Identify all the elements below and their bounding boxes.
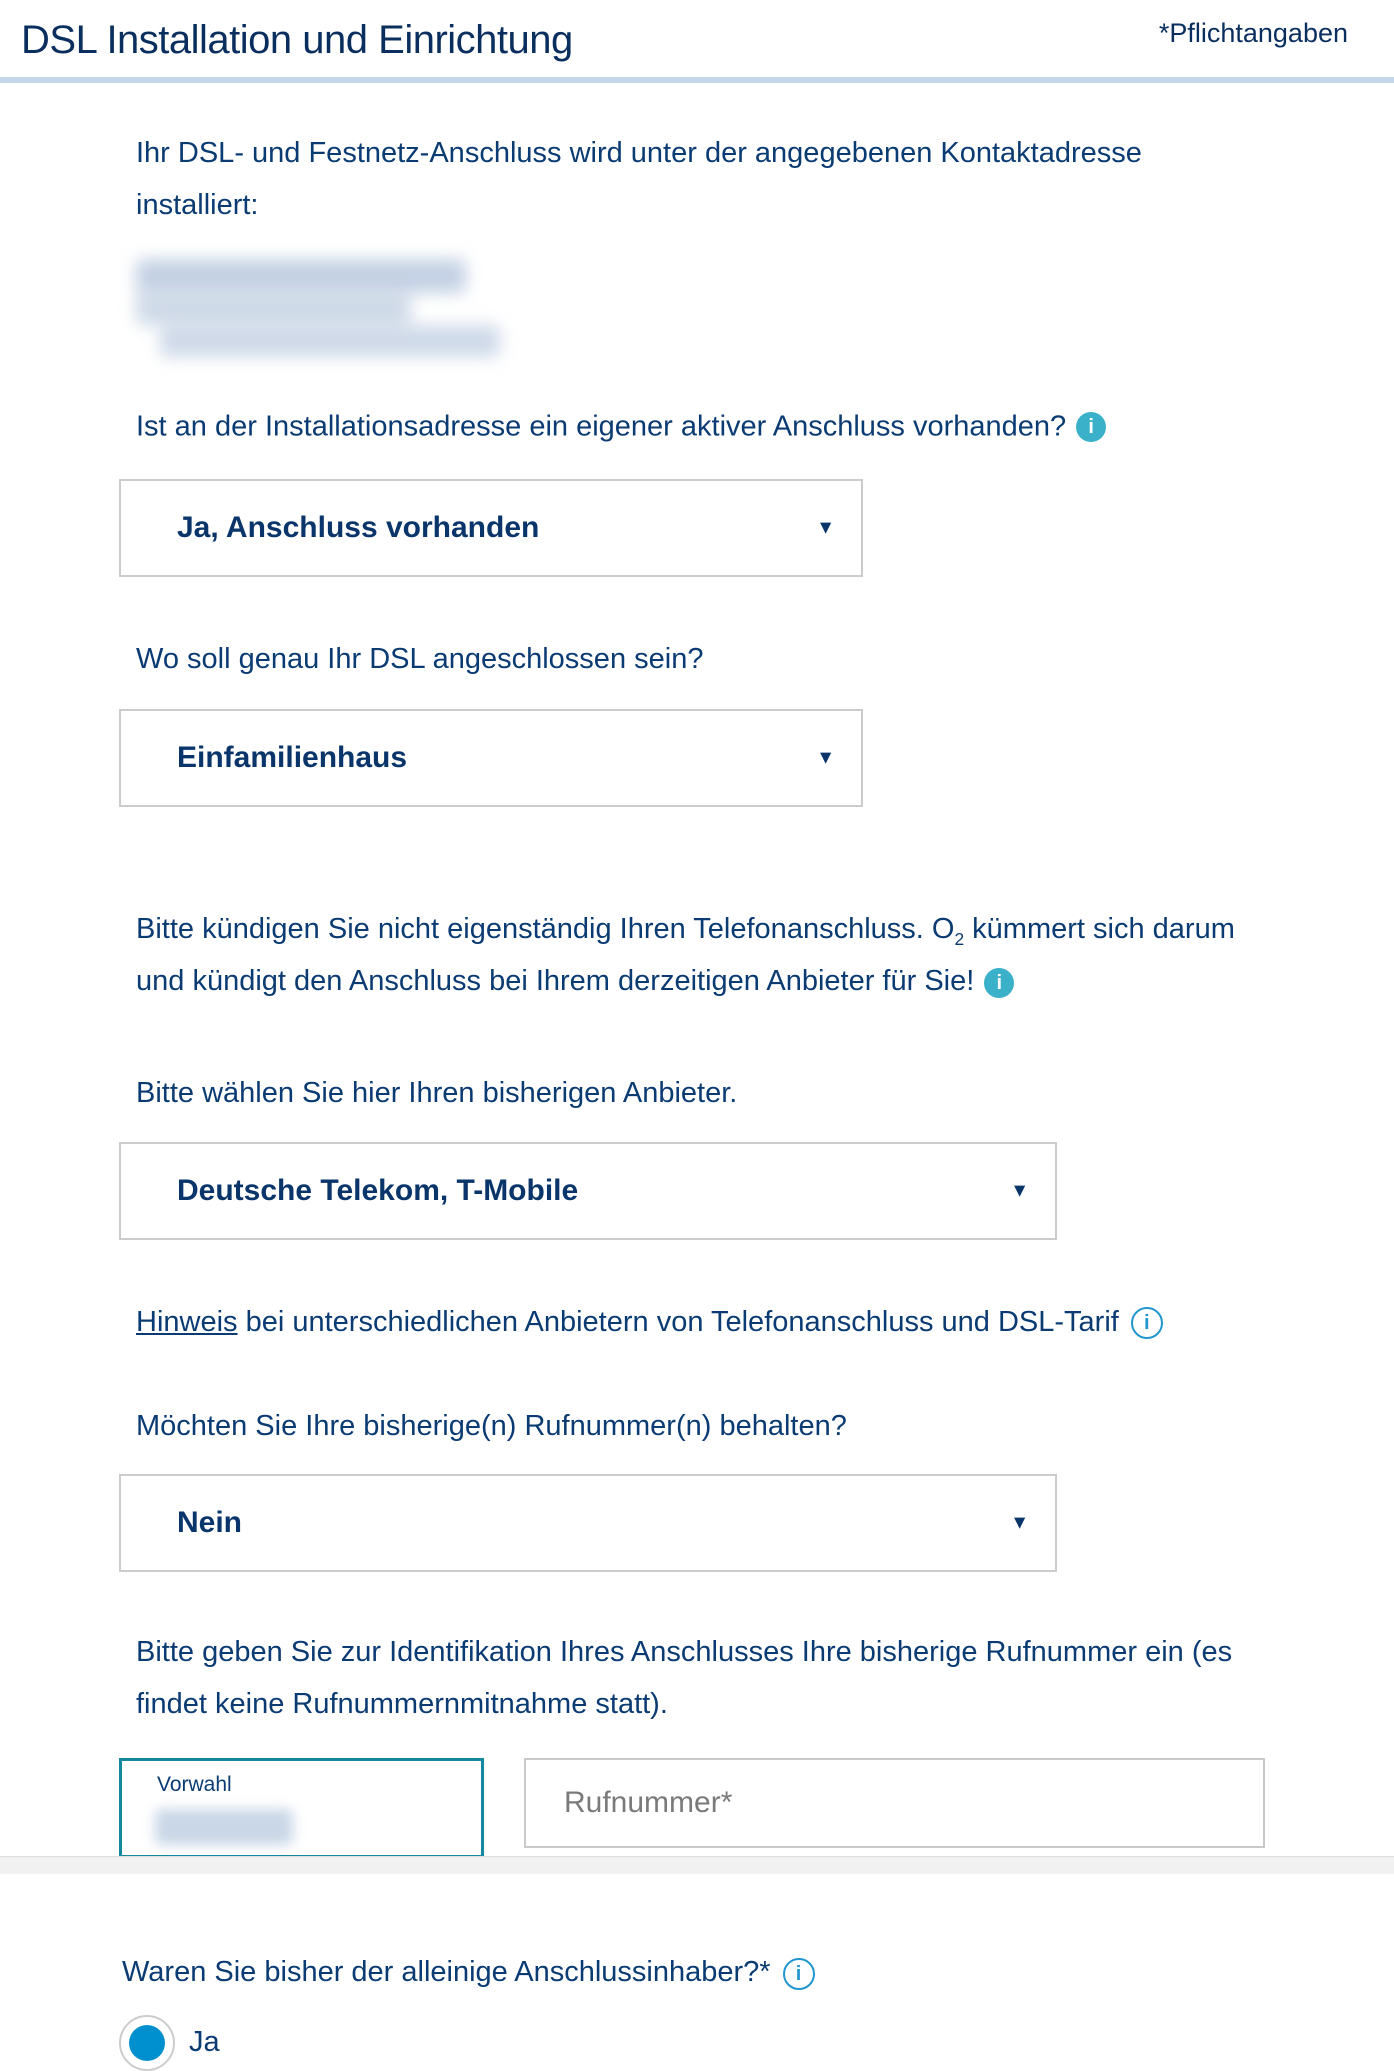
radio-selected-dot — [129, 2025, 165, 2061]
question-existing-connection — [136, 399, 1316, 452]
info-icon[interactable]: i — [1131, 1307, 1163, 1339]
sole-owner-option-yes — [119, 2015, 1348, 2071]
redacted-area-code-value — [155, 1809, 293, 1845]
question-sole-owner-label: Waren Sie bisher der alleinige Anschlussinhaber?* — [122, 1956, 771, 1989]
radio-button-yes[interactable] — [119, 2015, 175, 2071]
select-keep-number[interactable] — [119, 1474, 1057, 1572]
hint-link[interactable]: Hinweis — [136, 1305, 238, 1338]
question-previous-provider: Bitte wählen Sie hier Ihren bisherigen Anbieter. — [136, 1077, 738, 1110]
redacted-address-line — [160, 325, 500, 357]
intro-text: Ihr DSL- und Festnetz-Anschluss wird unter der angegebenen Kontaktadresse installiert: — [136, 137, 1142, 222]
select-existing-connection[interactable] — [119, 479, 863, 577]
area-code-label: Vorwahl — [157, 1773, 232, 1797]
select-existing-connection-value: Ja, Anschluss vorhanden — [177, 510, 540, 544]
redacted-address-line — [136, 259, 466, 293]
phone-number-fields — [119, 1758, 1348, 1858]
info-icon[interactable]: i — [1076, 412, 1106, 442]
cancellation-note-text: Bitte kündigen Sie nicht eigenständig Ihren Telefonanschluss. O — [136, 913, 955, 945]
chevron-down-icon: ▼ — [1010, 1180, 1029, 1202]
select-previous-provider[interactable] — [119, 1142, 1057, 1240]
chevron-down-icon: ▼ — [1010, 1512, 1029, 1534]
o2-subscript: 2 — [954, 928, 965, 949]
page-title: DSL Installation und Einrichtung — [21, 18, 573, 62]
required-fields-note: *Pflichtangaben — [1158, 18, 1348, 48]
form-content — [0, 127, 1394, 2071]
chevron-down-icon: ▼ — [816, 517, 835, 539]
cancellation-note-text: kümmert sich darum und kündigt den Anschluss bei Ihrem derzeitigen Anbieter für Sie! — [136, 913, 1235, 998]
select-dsl-location[interactable] — [119, 709, 863, 807]
hint-text: bei unterschiedlichen Anbietern von Telefonanschluss und DSL-Tarif — [237, 1305, 1119, 1338]
select-previous-provider-value: Deutsche Telekom, T-Mobile — [177, 1173, 579, 1207]
phone-number-input[interactable] — [524, 1758, 1265, 1848]
select-dsl-location-value: Einfamilienhaus — [177, 741, 408, 774]
question-existing-connection-label: Ist an der Installationsadresse ein eigener aktiver Anschluss vorhanden? — [136, 410, 1067, 443]
provider-hint — [136, 1296, 1348, 1348]
chevron-down-icon: ▼ — [816, 747, 835, 769]
radio-label-yes[interactable]: Ja — [189, 2026, 220, 2058]
redacted-address-line — [136, 293, 411, 325]
question-sole-owner — [122, 1946, 1348, 1998]
cancellation-note — [136, 903, 1236, 1007]
question-dsl-location: Wo soll genau Ihr DSL angeschlossen sein? — [136, 642, 704, 675]
info-icon[interactable]: i — [783, 1958, 815, 1990]
page-header — [0, 0, 1394, 83]
question-keep-number: Möchten Sie Ihre bisherige(n) Rufnummer(n) behalten? — [136, 1409, 847, 1442]
identification-text: Bitte geben Sie zur Identifikation Ihres Anschlusses Ihre bisherige Rufnummer ein (es findet keine Rufnummernmitnahme statt). — [136, 1635, 1233, 1721]
redacted-contact-address — [136, 257, 1348, 361]
bottom-scroll-bar — [0, 1856, 1394, 1874]
select-keep-number-value: Nein — [177, 1505, 243, 1539]
area-code-field[interactable] — [119, 1758, 484, 1858]
info-icon[interactable]: i — [984, 968, 1014, 998]
